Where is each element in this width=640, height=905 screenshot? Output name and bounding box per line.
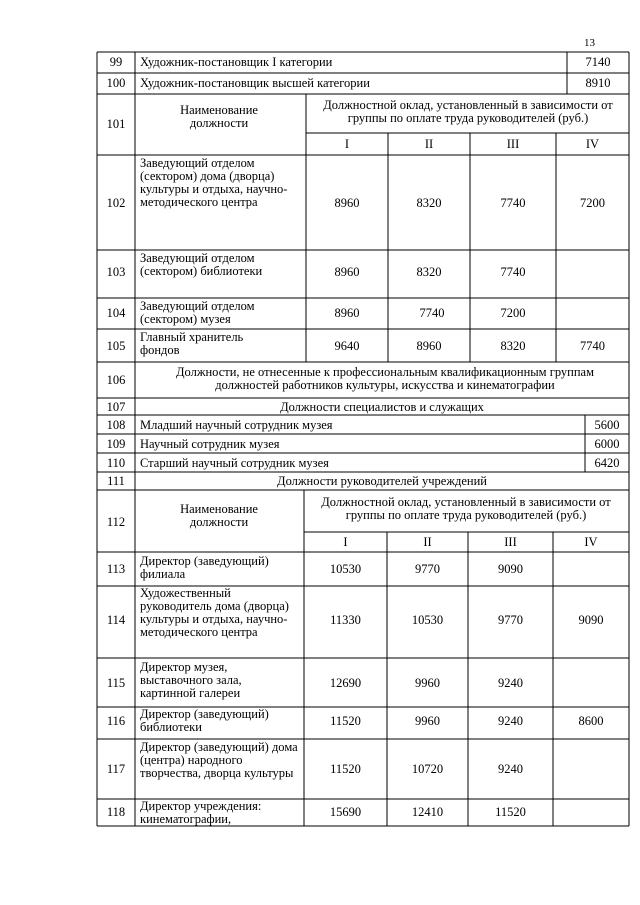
salary-group-4: 9090: [578, 613, 604, 627]
salary-group-1: 8960: [334, 196, 360, 210]
salary-group-3: 9240: [498, 714, 523, 728]
row-number: 112: [106, 515, 126, 529]
salary-group-3: 7740: [500, 265, 526, 279]
salary-value: 5600: [594, 418, 620, 432]
salary-group-3: 11520: [495, 805, 526, 819]
salary-group-2: 8960: [416, 339, 442, 353]
row-number: 113: [106, 562, 126, 576]
salary-group-1: 10530: [329, 562, 362, 576]
salary-group-3: 9090: [498, 562, 523, 576]
salary-group-3: 7200: [500, 306, 526, 320]
group-header: III: [506, 137, 520, 151]
row-number: 106: [106, 373, 126, 387]
salary-group-3: 7740: [500, 196, 526, 210]
row-number: 111: [107, 474, 125, 488]
position-name: Художественный руководитель дома (дворца) культуры и отдыха, научно-методического центра: [140, 586, 289, 639]
salary-group-3: 9770: [498, 613, 523, 627]
header-salary-caption: Должностной оклад, установленный в зависимости от группы по оплате труда руководителей (руб.): [323, 98, 613, 125]
salary-group-2: 9960: [415, 676, 440, 690]
row-number: 101: [106, 117, 126, 131]
salary-value: 7140: [585, 55, 611, 69]
row-number: 105: [106, 339, 126, 353]
row-number: 117: [106, 762, 126, 776]
group-header: IV: [585, 137, 600, 151]
salary-group-1: 9640: [334, 339, 360, 353]
salary-group-2: 10530: [411, 613, 444, 627]
position-name: Художник-постановщик высшей категории: [140, 76, 370, 90]
row-number: 109: [106, 437, 126, 451]
section-heading: Должности специалистов и служащих: [280, 400, 484, 414]
salary-group-2: 9960: [415, 714, 440, 728]
salary-group-2: 10720: [411, 762, 444, 776]
group-header: I: [343, 535, 348, 549]
salary-value: 6420: [594, 456, 620, 470]
salary-group-2: 8320: [416, 196, 442, 210]
position-name: Художник-постановщик I категории: [140, 55, 333, 69]
position-name: Главный хранитель фондов: [140, 330, 244, 357]
row-number: 110: [106, 456, 126, 470]
salary-group-2: 9770: [415, 562, 440, 576]
salary-group-1: 15690: [329, 805, 362, 819]
position-name: Директор музея, выставочного зала, картинной галереи: [140, 660, 242, 700]
salary-value: 8910: [585, 76, 611, 90]
header-position-name: Наименование должности: [180, 502, 258, 529]
header-position-name: Наименование должности: [180, 103, 258, 130]
salary-group-3: 9240: [498, 676, 523, 690]
row-number: 102: [106, 196, 126, 210]
salary-value: 6000: [594, 437, 620, 451]
position-name: Заведующий отделом (сектором) музея: [140, 299, 255, 326]
row-number: 107: [106, 400, 126, 414]
salary-group-4: 7200: [580, 196, 605, 210]
salary-group-1: 11520: [330, 762, 361, 776]
salary-group-1: 12690: [329, 676, 362, 690]
group-header: II: [423, 535, 432, 549]
row-number: 114: [106, 613, 126, 627]
position-name: Директор (заведующий) дома (центра) народного творчества, дворца культуры: [140, 740, 298, 780]
group-header: I: [344, 137, 350, 151]
salary-group-3: 9240: [498, 762, 523, 776]
salary-group-2: 7740: [419, 306, 445, 320]
row-number: 116: [106, 714, 126, 728]
group-header: IV: [584, 535, 598, 549]
position-name: Научный сотрудник музея: [140, 437, 280, 451]
row-number: 103: [106, 265, 126, 279]
section-heading: Должности руководителей учреждений: [277, 474, 487, 488]
salary-group-1: 8960: [334, 306, 360, 320]
position-name: Старший научный сотрудник музея: [140, 456, 329, 470]
position-name: Директор учреждения: кинематографии,: [140, 799, 262, 826]
row-number: 108: [106, 418, 126, 432]
row-number: 115: [106, 676, 126, 690]
position-name: Директор (заведующий) филиала: [140, 554, 269, 581]
position-name: Директор (заведующий) библиотеки: [140, 707, 269, 734]
salary-group-1: 11330: [330, 613, 361, 627]
row-number: 118: [106, 805, 126, 819]
header-salary-caption: Должностной оклад, установленный в зависимости от группы по оплате труда руководителей (руб.): [321, 495, 611, 522]
salary-group-2: 8320: [416, 265, 442, 279]
row-number: 99: [109, 55, 123, 69]
salary-group-1: 11520: [330, 714, 361, 728]
salary-group-2: 12410: [411, 805, 444, 819]
section-heading: Должности, не отнесенные к профессиональным квалификационным группам должностей работников культуры, искусства и кинематографии: [176, 365, 594, 392]
row-number: 100: [106, 76, 126, 90]
salary-group-4: 7740: [580, 339, 605, 353]
group-header: II: [424, 137, 434, 151]
salary-group-4: 8600: [578, 714, 604, 728]
salary-group-1: 8960: [334, 265, 360, 279]
salary-group-3: 8320: [500, 339, 526, 353]
row-number: 104: [106, 306, 126, 320]
group-header: III: [504, 535, 517, 549]
position-name: Заведующий отделом (сектором) дома (дворца) культуры и отдыха, научно-методического центра: [140, 156, 288, 209]
position-name: Младший научный сотрудник музея: [140, 418, 333, 432]
page-number: 13: [584, 37, 595, 49]
position-name: Заведующий отделом (сектором) библиотеки: [140, 251, 263, 278]
